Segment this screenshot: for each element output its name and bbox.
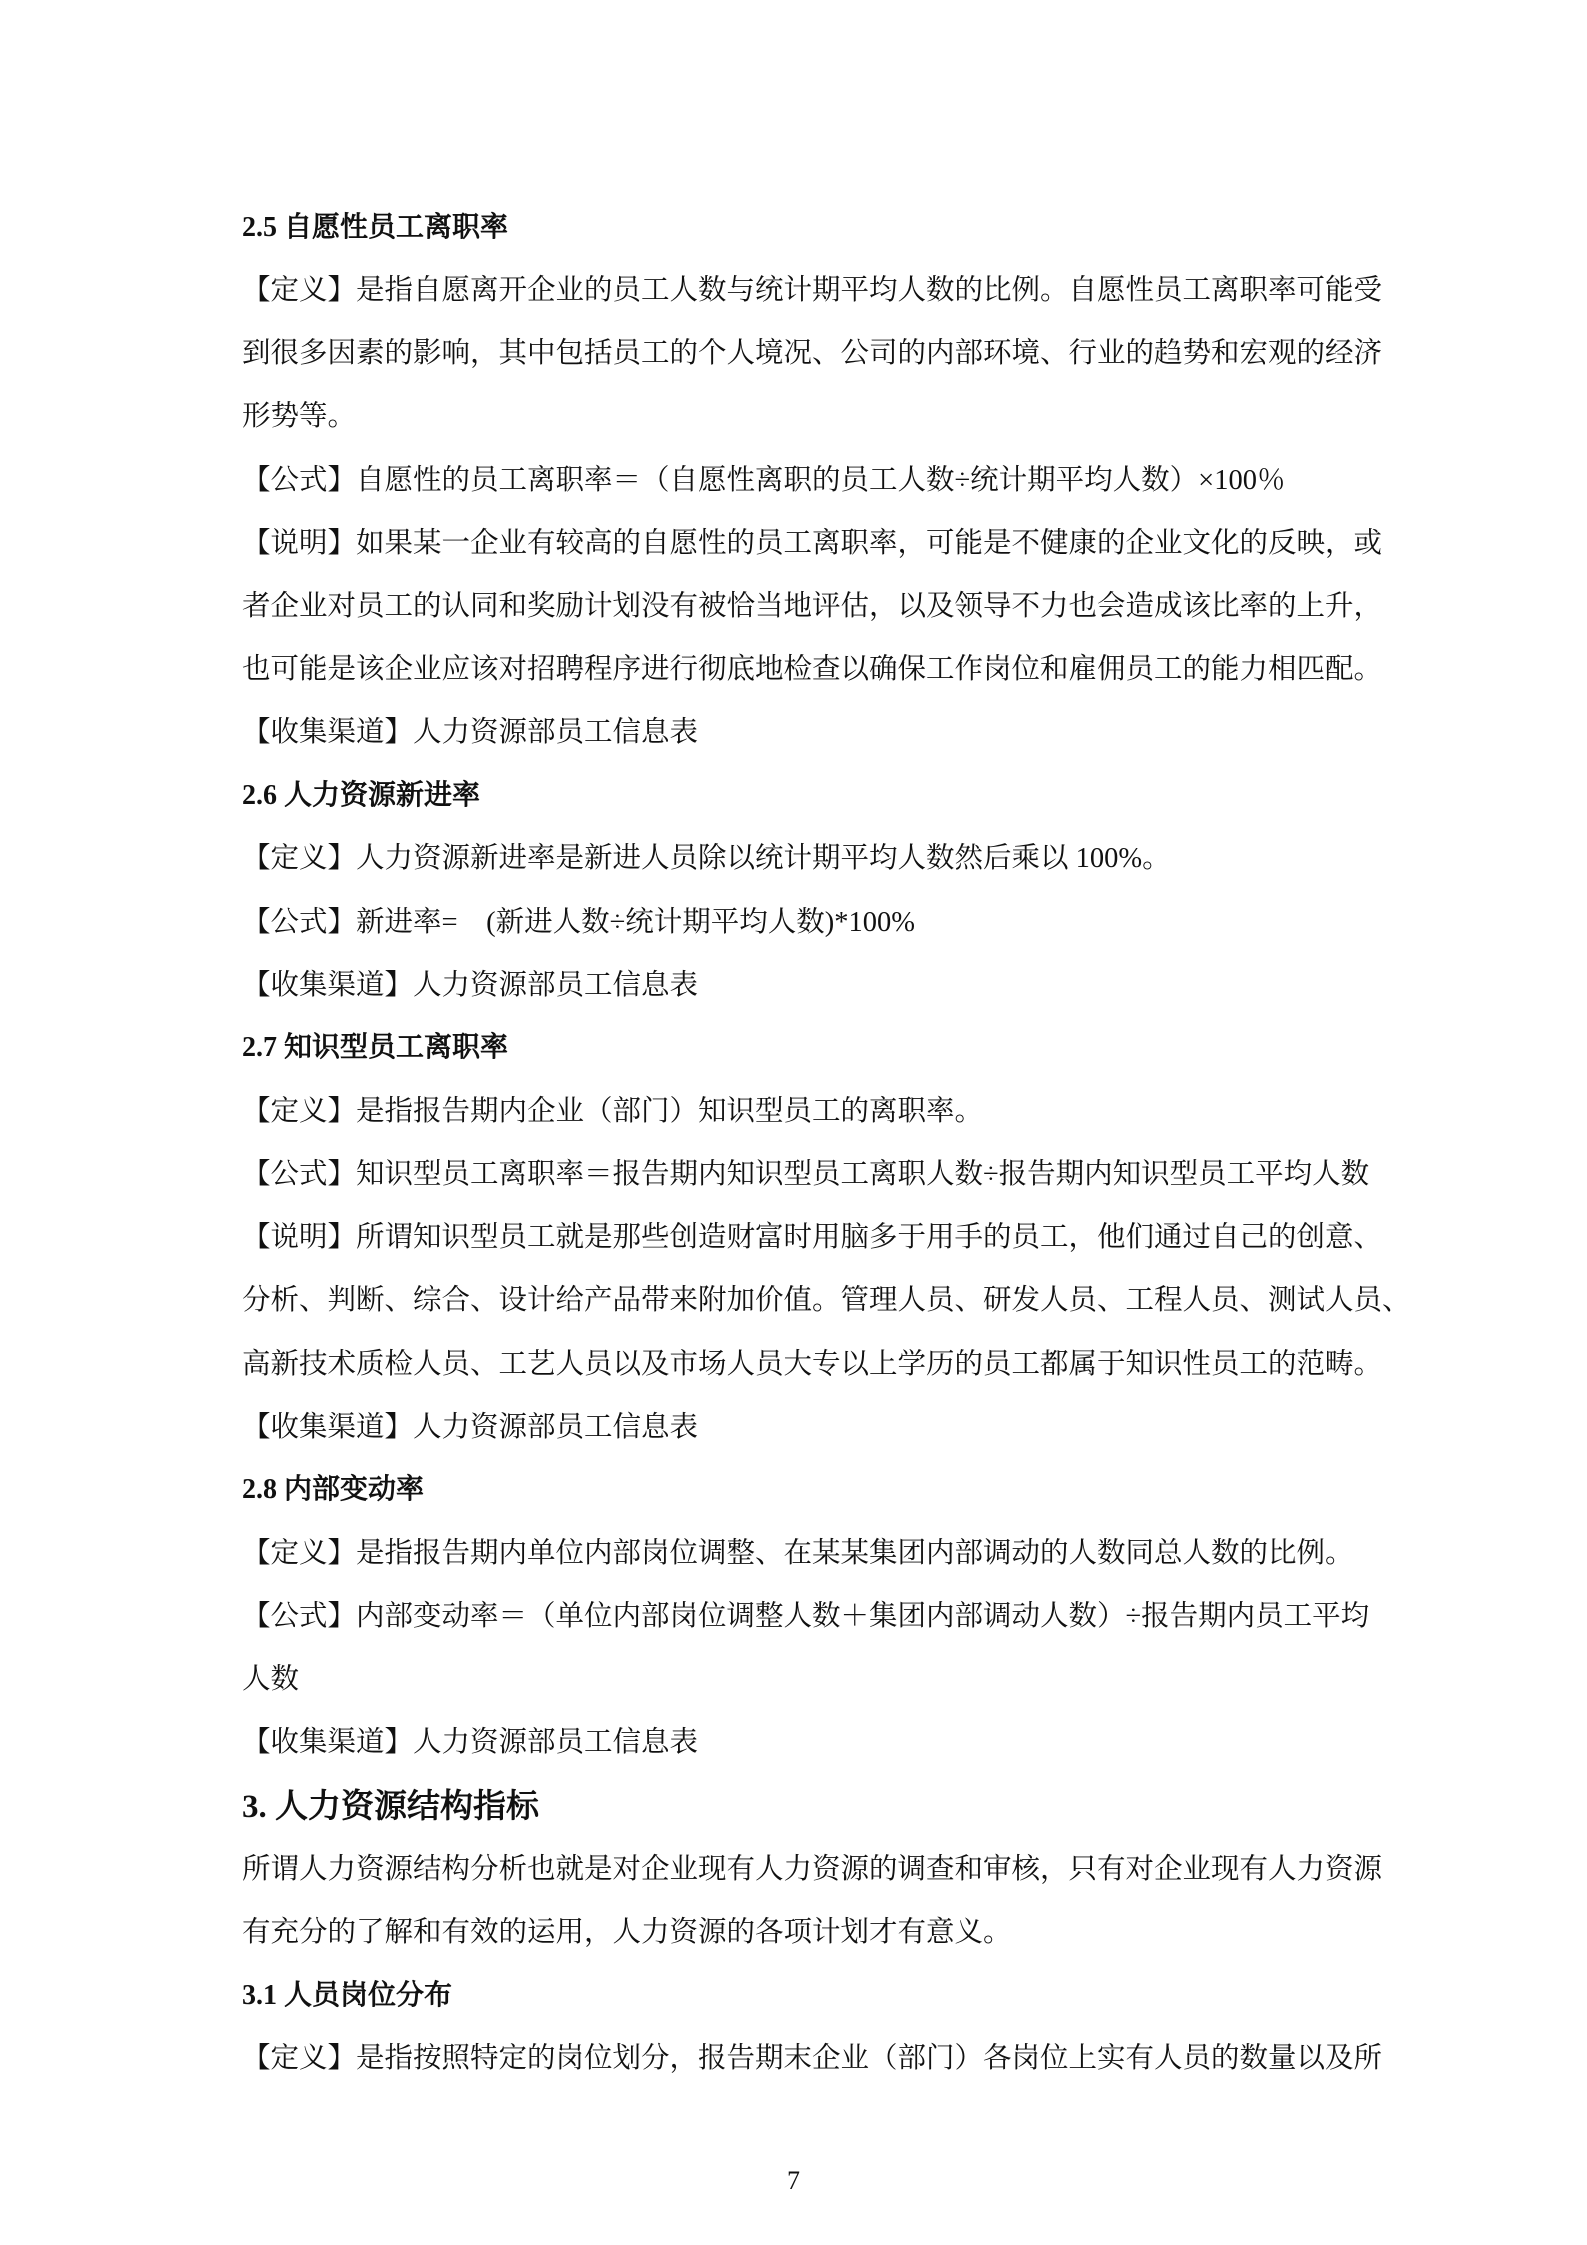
paragraph-line xyxy=(242,1645,1356,1708)
paragraph-line xyxy=(242,1203,1383,1266)
paragraph-line xyxy=(242,1519,1356,1582)
subsection-heading xyxy=(242,1014,1356,1077)
subsection-heading xyxy=(242,1961,1356,2024)
line-text: 【说明】如果某一企业有较高的自愿性的员工离职率，可能是不健康的企业文化的反映，或 xyxy=(242,527,1383,559)
line-text: 【定义】是指自愿离开企业的员工人数与统计期平均人数的比例。自愿性员工离职率可能受 xyxy=(242,275,1383,307)
line-text: 人数 xyxy=(242,1664,300,1696)
line-text: 3. 人力资源结构指标 xyxy=(242,1788,539,1825)
paragraph-line xyxy=(242,446,1356,509)
line-text: 【公式】新进率= (新进人数÷统计期平均人数)*100% xyxy=(242,906,915,938)
document-body xyxy=(242,193,1411,2087)
line-text: 【公式】知识型员工离职率＝报告期内知识型员工离职人数÷报告期内知识型员工平均人数 xyxy=(242,1159,1370,1191)
paragraph-line xyxy=(242,2024,1383,2087)
line-text: 高新技术质检人员、工艺人员以及市场人员大专以上学历的员工都属于知识性员工的范畴。 xyxy=(242,1348,1383,1380)
line-text: 【收集渠道】人力资源部员工信息表 xyxy=(242,1411,699,1443)
paragraph-line xyxy=(242,382,1356,445)
line-text: 2.6 人力资源新进率 xyxy=(242,779,481,811)
line-text: 【定义】是指报告期内单位内部岗位调整、在某某集团内部调动的人数同总人数的比例。 xyxy=(242,1538,1354,1570)
paragraph-line xyxy=(242,509,1383,572)
paragraph-line xyxy=(242,1393,1356,1456)
paragraph-line xyxy=(242,888,1356,951)
paragraph-line xyxy=(242,1835,1383,1898)
line-text: 形势等。 xyxy=(242,401,357,433)
paragraph-line xyxy=(242,1140,1370,1203)
line-text: 2.8 内部变动率 xyxy=(242,1474,425,1506)
line-text: 【公式】自愿性的员工离职率＝（自愿性离职的员工人数÷统计期平均人数）×100％ xyxy=(242,464,1286,496)
line-text: 【说明】所谓知识型员工就是那些创造财富时用脑多于用手的员工，他们通过自己的创意、 xyxy=(242,1222,1383,1254)
line-text: 【收集渠道】人力资源部员工信息表 xyxy=(242,717,699,749)
line-text: 也可能是该企业应该对招聘程序进行彻底地检查以确保工作岗位和雇佣员工的能力相匹配。 xyxy=(242,654,1383,686)
paragraph-line xyxy=(242,698,1356,761)
line-text: 2.7 知识型员工离职率 xyxy=(242,1032,509,1064)
page-number: 7 xyxy=(787,2166,800,2195)
paragraph-line xyxy=(242,951,1356,1014)
paragraph-line xyxy=(242,824,1356,887)
paragraph-line xyxy=(242,1330,1383,1393)
line-text: 【收集渠道】人力资源部员工信息表 xyxy=(242,969,699,1001)
section-heading xyxy=(242,1772,1356,1835)
line-text: 【定义】是指按照特定的岗位划分，报告期末企业（部门）各岗位上实有人员的数量以及所 xyxy=(242,2043,1383,2075)
paragraph-line xyxy=(242,319,1383,382)
line-text: 到很多因素的影响，其中包括员工的个人境况、公司的内部环境、行业的趋势和宏观的经济 xyxy=(242,338,1383,370)
line-text: 者企业对员工的认同和奖励计划没有被恰当地评估，以及领导不力也会造成该比率的上升， xyxy=(242,590,1383,622)
paragraph-line xyxy=(242,572,1383,635)
line-text: 所谓人力资源结构分析也就是对企业现有人力资源的调查和审核，只有对企业现有人力资源 xyxy=(242,1853,1383,1885)
line-text: 2.5 自愿性员工离职率 xyxy=(242,211,509,243)
paragraph-line xyxy=(242,256,1383,319)
line-text: 3.1 人员岗位分布 xyxy=(242,1979,453,2011)
paragraph-line xyxy=(242,635,1383,698)
line-text: 【公式】内部变动率＝（单位内部岗位调整人数＋集团内部调动人数）÷报告期内员工平均 xyxy=(242,1601,1370,1633)
line-text: 【定义】人力资源新进率是新进人员除以统计期平均人数然后乘以 100%。 xyxy=(242,843,1171,875)
line-text: 【定义】是指报告期内企业（部门）知识型员工的离职率。 xyxy=(242,1096,984,1128)
subsection-heading xyxy=(242,761,1356,824)
line-text: 【收集渠道】人力资源部员工信息表 xyxy=(242,1727,699,1759)
subsection-heading xyxy=(242,193,1356,256)
paragraph-line xyxy=(242,1708,1356,1771)
subsection-heading xyxy=(242,1456,1356,1519)
paragraph-line xyxy=(242,1077,1356,1140)
line-text: 分析、判断、综合、设计给产品带来附加价值。管理人员、研发人员、工程人员、测试人员、 xyxy=(242,1285,1411,1317)
paragraph-line xyxy=(242,1582,1370,1645)
paragraph-line xyxy=(242,1898,1356,1961)
line-text: 有充分的了解和有效的运用，人力资源的各项计划才有意义。 xyxy=(242,1916,1012,1948)
paragraph-line xyxy=(242,1266,1411,1329)
